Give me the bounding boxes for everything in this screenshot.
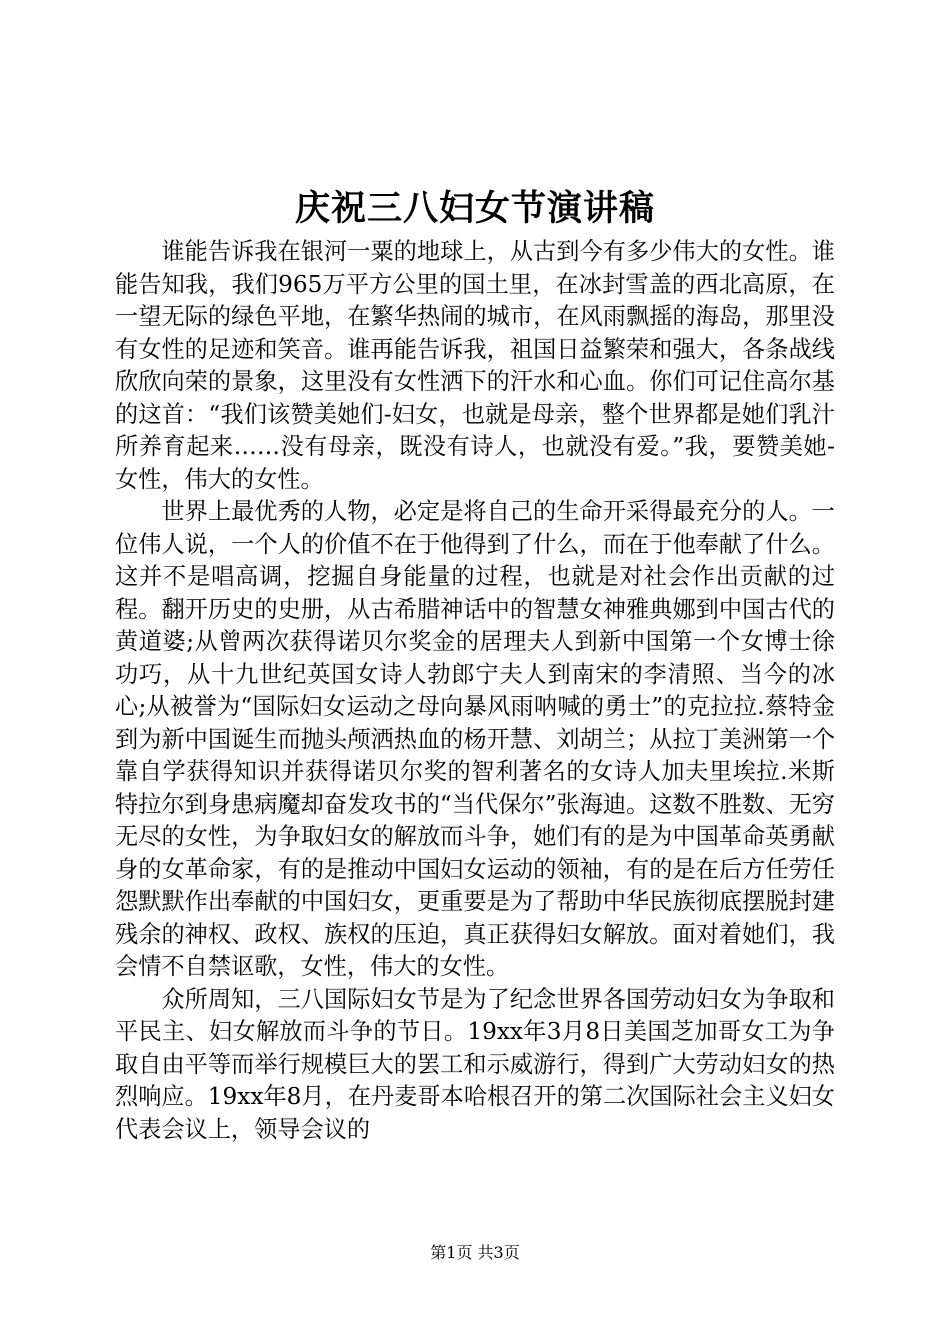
paragraph-2: 世界上最优秀的人物，必定是将自己的生命开采得最充分的人。一位伟人说，一个人的价值不在于他得到了什么，而在于他奉献了什么。这并不是唱高调，挖掘自身能量的过程，也就是对社会作出贡献的过程。翻开历史的史册，从古希腊神话中的智慧女神雅典娜到中国古代的黄道婆;从曾两次获得诺贝尔奖金的居理夫人到新中国第一个女博士徐功巧，从十九世纪英国女诗人勃郎宁夫人到南宋的李清照、当今的冰心;从被誉为“国际妇女运动之母向暴风雨呐喊的勇士”的克拉拉.蔡特金到为新中国诞生而抛头颅洒热血的杨开慧、刘胡兰；从拉丁美洲第一个靠自学获得知识并获得诺贝尔奖的智利著名的女诗人加夫里埃拉.米斯特拉尔到身患病魔却奋发攻书的“当代保尔”张海迪。这数不胜数、无穷无尽的女性，为争取妇女的解放而斗争，她们有的是为中国革命英勇献身的女革命家，有的是推动中国妇女运动的领袖，有的是在后方任劳任怨默默作出奉献的中国妇女，更重要是为了帮助中华民族彻底摆脱封建残余的神权、政权、族权的压迫，真正获得妇女解放。面对着她们，我会情不自禁讴歌，女性，伟大的女性。 [115, 498, 835, 980]
document-title: 庆祝三八妇女节演讲稿 [294, 188, 655, 229]
paragraph-1: 谁能告诉我在银河一粟的地球上，从古到今有多少伟大的女性。谁能告知我，我们965万平方公里的国土里，在冰封雪盖的西北高原，在一望无际的绿色平地，在繁华热闹的城市，在风雨飘摇的海岛，那里没有女性的足迹和笑音。谁再能告诉我，祖国日益繁荣和强大，各条战线欣欣向荣的景象，这里没有女性洒下的汗水和心血。你们可记住高尔基的这首：“我们该赞美她们-妇女，也就是母亲，整个世界都是她们乳汁所养育起来……没有母亲，既没有诗人，也就没有爱。”我，要赞美她-女性，伟大的女性。 [115, 238, 835, 493]
page-footer: 第1页 共3页 [430, 1243, 520, 1262]
paragraph-3: 众所周知，三八国际妇女节是为了纪念世界各国劳动妇女为争取和平民主、妇女解放而斗争的节日。19xx年3月8日美国芝加哥女工为争取自由平等而举行规模巨大的罢工和示威游行，得到广大劳动妇女的热烈响应。19xx年8月，在丹麦哥本哈根召开的第二次国际社会主义妇女代表会议上，领导会议的 [115, 985, 835, 1143]
document-body [115, 236, 835, 1146]
